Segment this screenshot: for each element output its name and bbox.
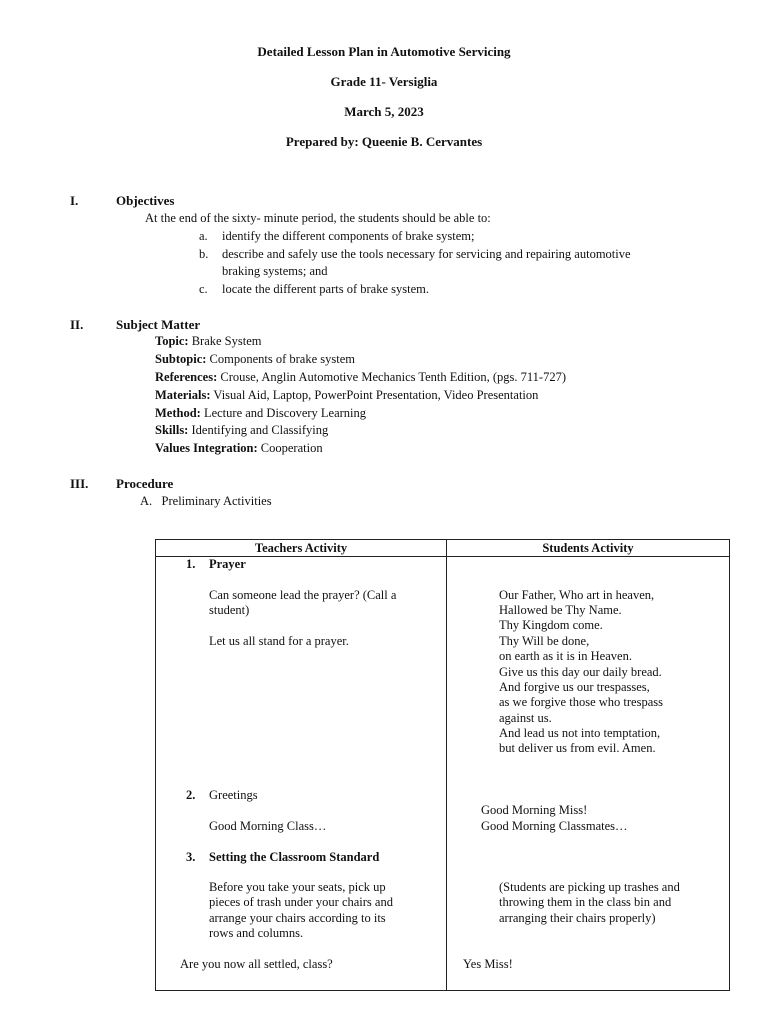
- objectives-intro: At the end of the sixty- minute period, the students should be able to:: [145, 211, 491, 225]
- student-line: Thy Kingdom come.: [499, 618, 603, 632]
- objective-item: locate the different parts of brake system.: [222, 282, 429, 296]
- field-value: Identifying and Classifying: [188, 423, 329, 437]
- teacher-line: Good Morning Class…: [209, 819, 327, 833]
- subject-field-references: [155, 370, 566, 385]
- procedure-subheading: A. Preliminary Activities: [140, 494, 272, 508]
- subject-field-values-integration: [155, 441, 323, 456]
- grade-section: Grade 11- Versiglia: [330, 74, 438, 89]
- student-line: as we forgive those who trespass: [499, 695, 663, 709]
- field-value: Brake System: [188, 334, 262, 348]
- teacher-line: rows and columns.: [209, 926, 304, 940]
- list-number: 1.: [186, 557, 196, 571]
- student-line: And forgive us our trespasses,: [499, 680, 650, 694]
- field-label: Materials:: [155, 388, 211, 402]
- teacher-line: pieces of trash under your chairs and: [209, 895, 393, 909]
- teachers-activity-header: Teachers Activity: [156, 540, 447, 557]
- subject-field-materials: [155, 388, 538, 403]
- student-line: but deliver us from evil. Amen.: [499, 741, 656, 755]
- classroom-standard-heading: Setting the Classroom Standard: [209, 850, 380, 864]
- student-line: Good Morning Classmates…: [481, 819, 628, 833]
- greetings-heading: Greetings: [209, 788, 258, 802]
- prepared-by: Prepared by: Queenie B. Cervantes: [285, 134, 483, 149]
- student-line: on earth as it is in Heaven.: [499, 649, 632, 663]
- field-label: Topic:: [155, 334, 189, 348]
- objective-mark: c.: [199, 282, 208, 296]
- student-line: throwing them in the class bin and: [499, 895, 672, 909]
- subject-field-method: [155, 406, 366, 421]
- field-label: References:: [155, 370, 218, 384]
- table-row: [156, 557, 730, 991]
- table-header-row: [156, 540, 730, 557]
- student-line: against us.: [499, 711, 552, 725]
- field-value: Components of brake system: [206, 352, 355, 366]
- list-number: 2.: [186, 788, 196, 802]
- activity-table: [155, 539, 730, 991]
- section-number-subject-matter: II.: [70, 317, 84, 332]
- section-title-objectives: Objectives: [116, 193, 175, 208]
- teacher-line: Before you take your seats, pick up: [209, 880, 386, 894]
- objective-item: describe and safely use the tools necessary for servicing and repairing automotive: [222, 247, 631, 261]
- field-label: Subtopic:: [155, 352, 207, 366]
- objective-mark: b.: [199, 247, 209, 261]
- section-number-objectives: I.: [70, 193, 79, 208]
- objective-item: identify the different components of brake system;: [222, 229, 475, 243]
- teachers-activity-cell: [156, 557, 447, 991]
- student-line: Hallowed be Thy Name.: [499, 603, 622, 617]
- section-title-subject-matter: Subject Matter: [116, 317, 201, 332]
- document-title: Detailed Lesson Plan in Automotive Servicing: [257, 44, 511, 59]
- student-line: Yes Miss!: [463, 957, 513, 971]
- field-label: Skills:: [155, 423, 189, 437]
- student-line: Our Father, Who art in heaven,: [499, 588, 655, 602]
- field-value: Lecture and Discovery Learning: [200, 406, 367, 420]
- student-line: Give us this day our daily bread.: [499, 665, 662, 679]
- teacher-line: Let us all stand for a prayer.: [209, 634, 349, 648]
- lesson-date: March 5, 2023: [344, 104, 424, 119]
- field-value: Cooperation: [257, 441, 323, 455]
- field-value: Crouse, Anglin Automotive Mechanics Tenth Edition, (pgs. 711-727): [217, 370, 566, 384]
- student-line: (Students are picking up trashes and: [499, 880, 680, 894]
- list-number: 3.: [186, 850, 196, 864]
- objective-mark: a.: [199, 229, 208, 243]
- student-line: arranging their chairs properly): [499, 911, 656, 925]
- field-label: Method:: [155, 406, 201, 420]
- student-line: Good Morning Miss!: [481, 803, 588, 817]
- subject-field-topic: [155, 334, 262, 349]
- field-label: Values Integration:: [155, 441, 258, 455]
- teacher-line: Are you now all settled, class?: [180, 957, 333, 971]
- section-number-procedure: III.: [70, 476, 89, 491]
- students-activity-header: Students Activity: [447, 540, 730, 557]
- field-value: Visual Aid, Laptop, PowerPoint Presentation, Video Presentation: [210, 388, 539, 402]
- teacher-line: Can someone lead the prayer? (Call a: [209, 588, 397, 602]
- teacher-line: student): [209, 603, 250, 617]
- students-activity-cell: [447, 557, 730, 991]
- section-title-procedure: Procedure: [116, 476, 174, 491]
- prayer-heading: Prayer: [209, 557, 246, 571]
- subject-field-skills: [155, 423, 328, 438]
- subject-field-subtopic: [155, 352, 355, 367]
- student-line: And lead us not into temptation,: [499, 726, 661, 740]
- objective-item-continued: braking systems; and: [222, 264, 328, 278]
- teacher-line: arrange your chairs according to its: [209, 911, 386, 925]
- student-line: Thy Will be done,: [499, 634, 590, 648]
